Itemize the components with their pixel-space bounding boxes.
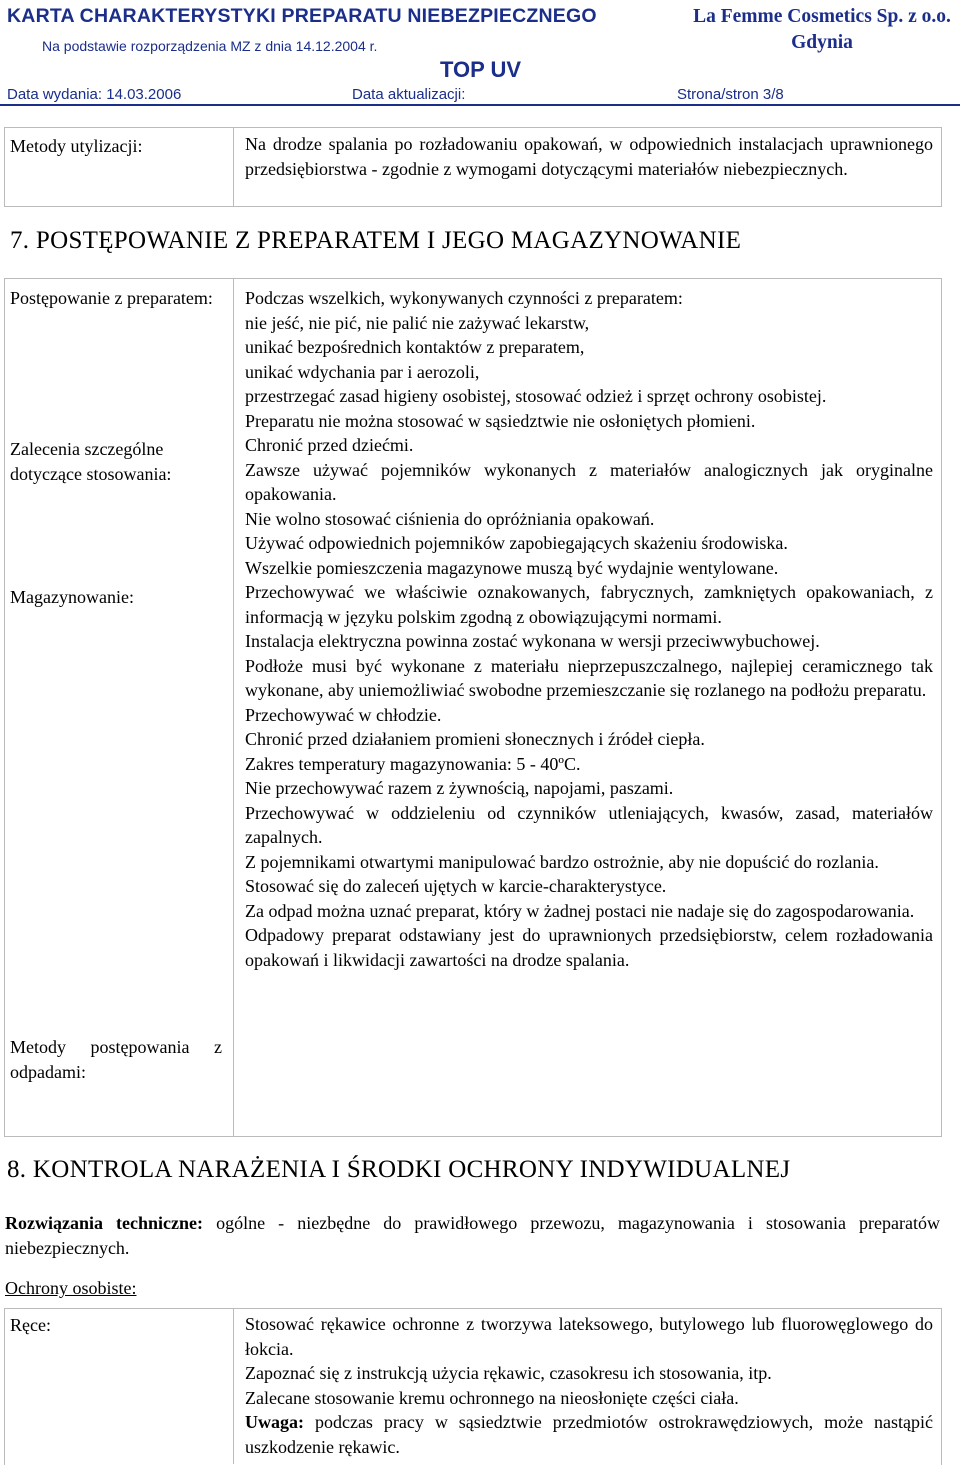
s7-line-12: Instalacja elektryczna powinna zostać wykonana w wersji przeciwwybuchowej. — [245, 631, 820, 651]
s7-line-8: Nie wolno stosować ciśnienia do opróżniania opakowań. — [245, 508, 655, 529]
storage-label: Magazynowanie: — [10, 587, 134, 607]
special-use-label: Zalecenia szczególne dotyczące stosowania: — [10, 439, 172, 484]
page-counter: Strona/stron 3/8 — [677, 86, 784, 103]
disposal-label: Metody utylizacji: — [10, 136, 143, 156]
hands-note — [245, 1410, 933, 1459]
disposal-divider — [233, 127, 234, 207]
s7-line-0: Podczas wszelkich, wykonywanych czynności z preparatem: — [245, 288, 683, 308]
regulation-basis: Na podstawie rozporządzenia MZ z dnia 14.12.2004 r. — [42, 38, 378, 54]
technical-measures — [5, 1211, 940, 1260]
document-title: KARTA CHARAKTERYSTYKI PREPARATU NIEBEZPIECZNEGO — [7, 5, 597, 27]
section-8-heading: 8. KONTROLA NARAŻENIA I ŚRODKI OCHRONY INDYWIDUALNEJ — [7, 1156, 791, 1183]
section-7-heading: 7. POSTĘPOWANIE Z PREPARATEM I JEGO MAGAZYNOWANIE — [10, 227, 742, 254]
waste-label: Metody postępowania z odpadami: — [10, 1037, 222, 1082]
company-name — [688, 4, 956, 56]
section-7-content — [245, 286, 933, 972]
hands-line-0: Stosować rękawice ochronne z tworzywa lateksowego, butylowego lub fluorowęglowego do łokcia. — [245, 1314, 933, 1359]
technical-measures-text: ogólne - niezbędne do prawidłowego przewozu, magazynowania i stosowania preparatów niebezpiecznych. — [5, 1213, 940, 1258]
s7-line-11: Przechowywać we właściwie oznakowanych, fabrycznych, zamkniętych opakowaniach, z informacją w języku polskim zgodną z obowiązującymi normami. — [245, 582, 933, 627]
company-line-1: La Femme Cosmetics Sp. z o.o. — [693, 6, 951, 27]
note-label: Uwaga: — [245, 1412, 304, 1432]
s7-line-2: unikać bezpośrednich kontaktów z preparatem, — [245, 337, 585, 357]
issue-date: Data wydania: 14.03.2006 — [7, 86, 182, 103]
s7-line-5: Preparatu nie można stosować w sąsiedztwie nie osłoniętych płomieni. — [245, 410, 756, 431]
hands-line-1: Zapoznać się z instrukcją użycia rękawic, czasokresu ich stosowania, itp. — [245, 1363, 772, 1383]
s7-line-20: Stosować się do zaleceń ujętych w karcie-charakterystyce. — [245, 876, 667, 896]
s7-line-22: Odpadowy preparat odstawiany jest do uprawnionych przedsiębiorstw, celem rozładowania opakowań i likwidacji zawartości na drodze spalania. — [245, 925, 933, 970]
s7-line-18: Przechowywać w oddzieleniu od czynników utleniających, kwasów, zasad, materiałów zapalnych. — [245, 802, 933, 847]
s7-line-17: Nie przechowywać razem z żywnością, napojami, paszami. — [245, 778, 674, 798]
disposal-text: Na drodze spalania po rozładowaniu opakowań, w odpowiednich instalacjach uprawnionego przedsiębiorstwa - zgodnie z wymogami dotyczącymi materiałów niebezpiecznych. — [245, 134, 933, 179]
hands-divider — [233, 1308, 234, 1464]
header-divider — [0, 104, 960, 106]
update-label: Data aktualizacji: — [352, 86, 466, 103]
page-header — [0, 0, 960, 108]
hands-line-2: Zalecane stosowanie kremu ochronnego na nieosłonięte części ciała. — [245, 1387, 739, 1408]
s7-line-21: Za odpad można uznać preparat, który w żadnej postaci nie nadaje się do zagospodarowania. — [245, 900, 915, 921]
personal-protection-label: Ochrony osobiste: — [5, 1278, 137, 1298]
technical-measures-label: Rozwiązania techniczne: — [5, 1213, 204, 1233]
s7-line-4: przestrzegać zasad higieny osobistej, stosować odzież i sprzęt ochrony osobistej. — [245, 386, 827, 406]
s7-line-14: Przechowywać w chłodzie. — [245, 704, 442, 725]
handling-label: Postępowanie z preparatem: — [10, 288, 213, 308]
s7-line-1: nie jeść, nie pić, nie palić nie zażywać lekarstw, — [245, 312, 590, 333]
section-7-divider — [233, 278, 234, 1137]
s7-line-15: Chronić przed działaniem promieni słonecznych i źródeł ciepła. — [245, 729, 705, 749]
product-name: TOP UV — [440, 57, 522, 82]
note-text: podczas pracy w sąsiedztwie przedmiotów ostrokrawędziowych, może nastąpić uszkodzenie rękawic. — [245, 1412, 933, 1457]
hands-content — [245, 1312, 933, 1459]
s7-line-6: Chronić przed dziećmi. — [245, 435, 414, 455]
company-line-2: Gdynia — [791, 32, 853, 53]
hands-label: Ręce: — [10, 1315, 51, 1335]
s7-line-10: Wszelkie pomieszczenia magazynowe muszą być wydajnie wentylowane. — [245, 557, 779, 578]
s7-line-19: Z pojemnikami otwartymi manipulować bardzo ostrożnie, aby nie dopuścić do rozlania. — [245, 851, 879, 872]
s7-line-16: Zakres temperatury magazynowania: 5 - 40ºC. — [245, 753, 581, 774]
s7-line-13: Podłoże musi być wykonane z materiału nieprzepuszczalnego, najlepiej ceramicznego tak wykonane, aby uniemożliwiać swobodne przemieszczanie się rozlanego na podłożu preparatu. — [245, 655, 933, 700]
s7-line-7: Zawsze używać pojemników wykonanych z materiałów analogicznych jak oryginalne opakowania. — [245, 459, 933, 504]
s7-line-9: Używać odpowiednich pojemników zapobiegających skażeniu środowiska. — [245, 533, 788, 553]
s7-line-3: unikać wdychania par i aerozoli, — [245, 361, 480, 382]
